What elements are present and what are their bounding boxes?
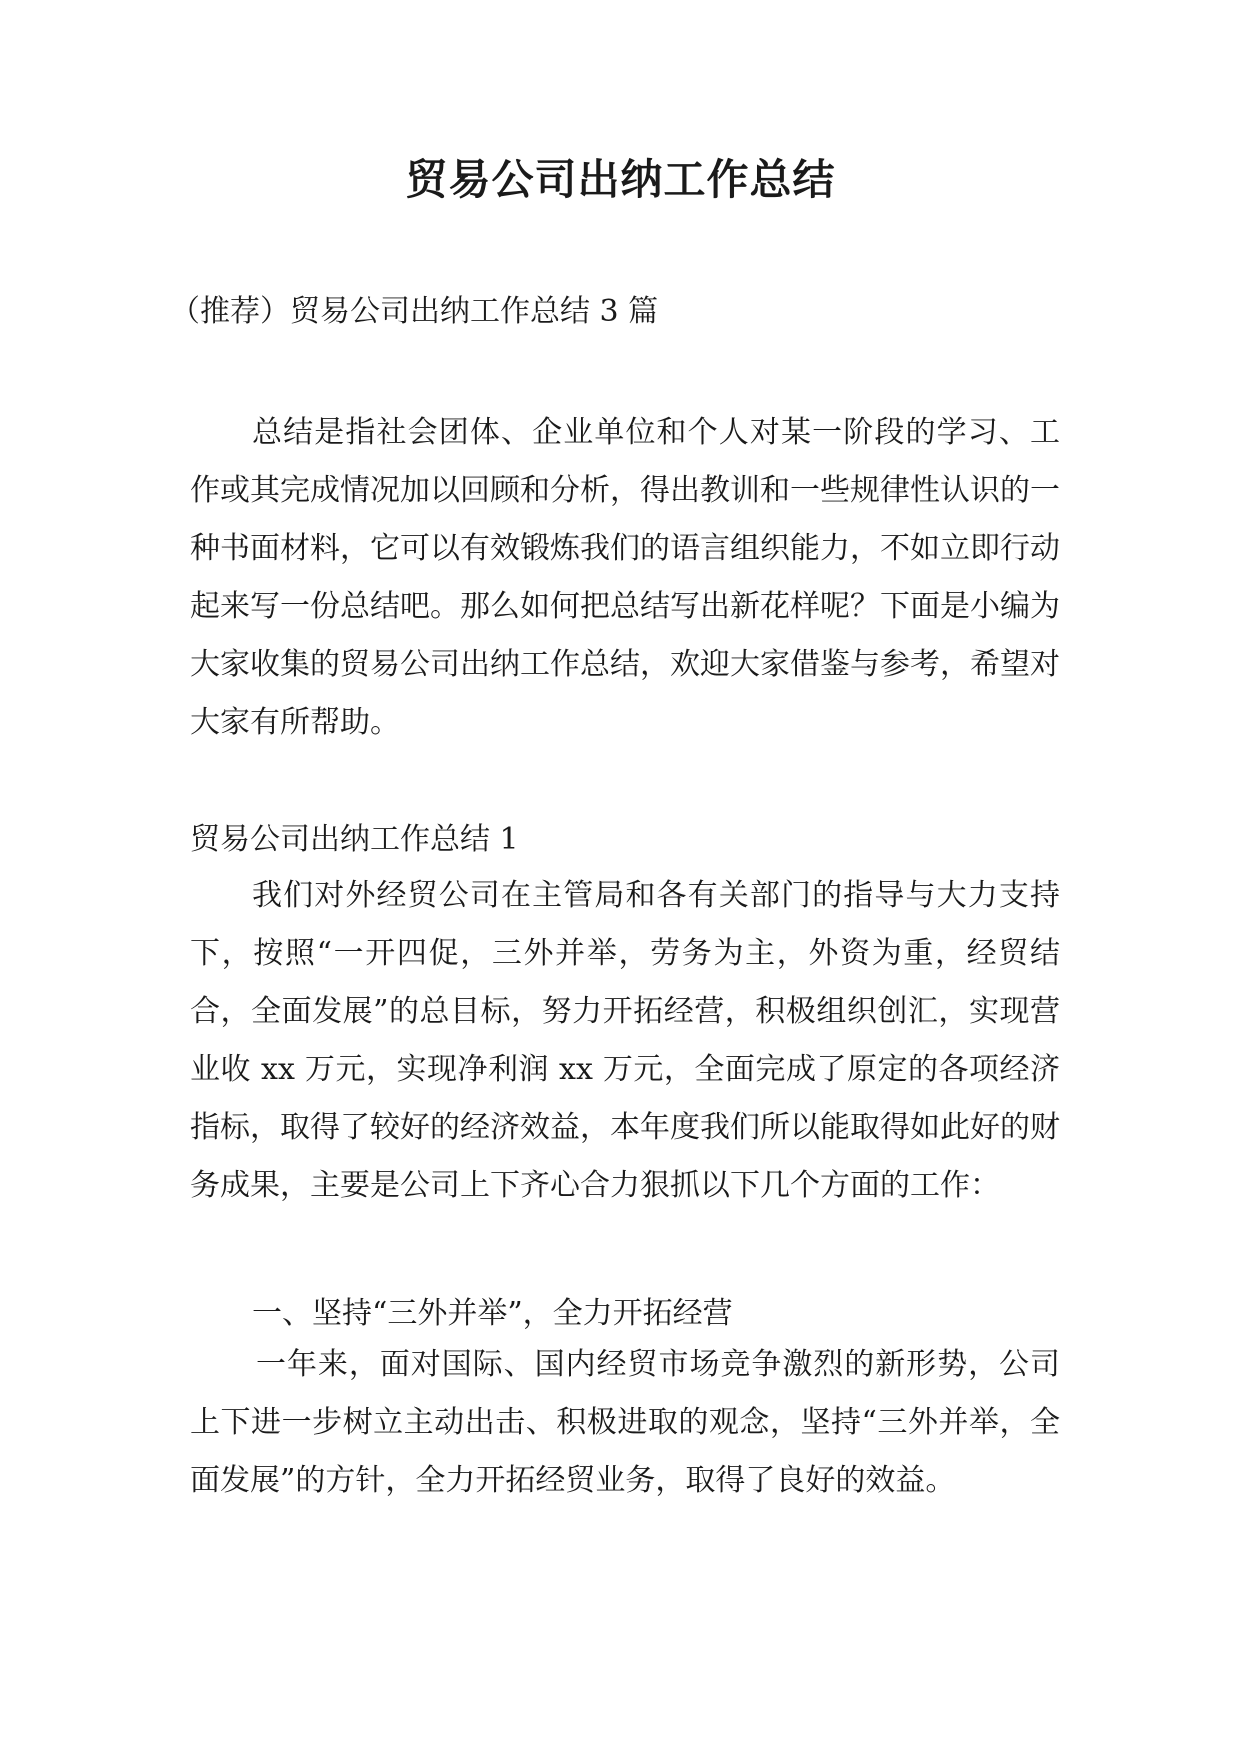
document-subtitle: （推荐）贸易公司出纳工作总结 3 篇: [170, 294, 659, 329]
intro-paragraph: 总结是指社会团体、企业单位和个人对某一阶段的学习、工作或其完成情况加以回顾和分析，得出教训和一些规律性认识的一种书面材料，它可以有效锻炼我们的语言组织能力，不如立即行动起来写一份总结吧。那么如何把总结写出新花样呢？下面是小编为大家收集的贸易公司出纳工作总结，欢迎大家借鉴与参考，希望对大家有所帮助。: [190, 415, 1060, 740]
body-paragraph: 我们对外经贸公司在主管局和各有关部门的指导与大力支持下，按照“一开四促，三外并举，劳务为主，外资为重，经贸结合，全面发展”的总目标，努力开拓经营，积极组织创汇，实现营业收 xx 万元，实现净利润 xx 万元，全面完成了原定的各项经济指标，取得了较好的经济效益，本年度我们所以能取得如此好的财务成果，主要是公司上下齐心合力狠抓以下几个方面的工作：: [190, 878, 1060, 1203]
document-title: 贸易公司出纳工作总结: [405, 155, 836, 204]
body-paragraph: 一年来，面对国际、国内经贸市场竞争激烈的新形势，公司上下进一步树立主动出击、积极进取的观念，坚持“三外并举，全面发展”的方针，全力开拓经贸业务，取得了良好的效益。: [190, 1347, 1060, 1498]
item-heading: 一、坚持“三外并举”，全力开拓经营: [252, 1296, 733, 1331]
section-heading: 贸易公司出纳工作总结 1: [190, 822, 519, 857]
